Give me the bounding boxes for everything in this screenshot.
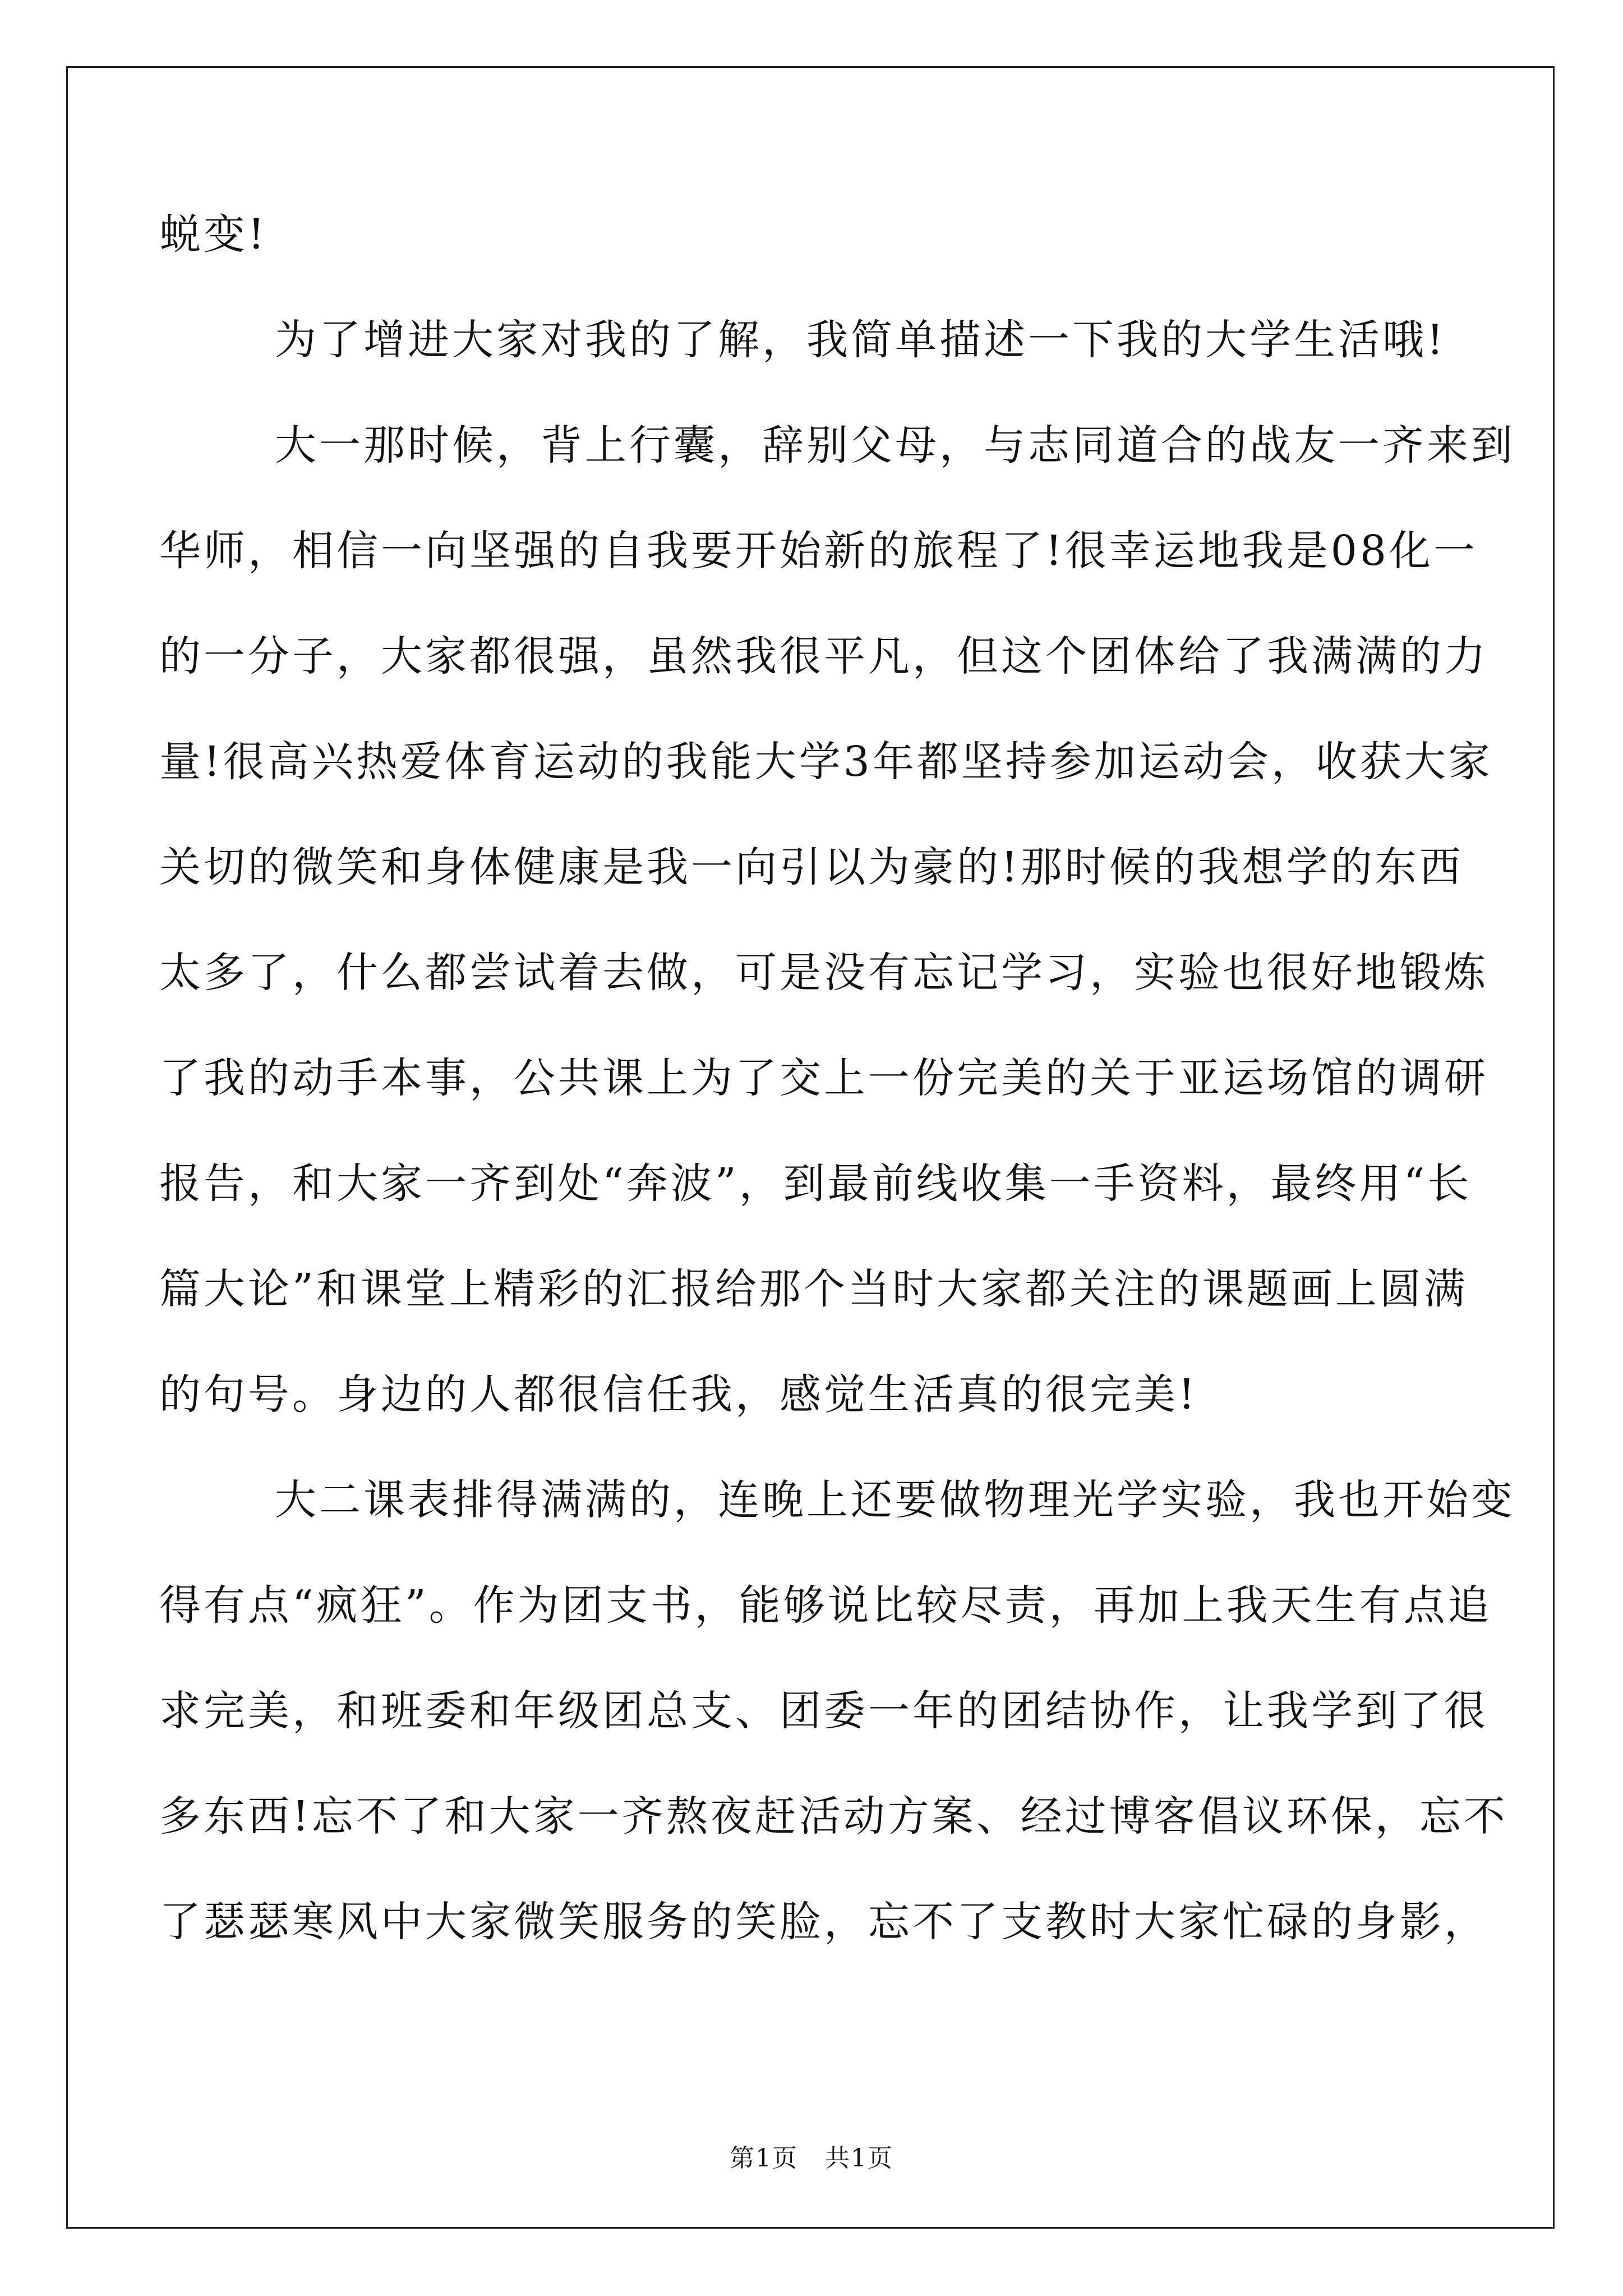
text-line: 太多了，什么都尝试着去做，可是没有忘记学习，实验也很好地锻炼 (159, 949, 1488, 997)
text-line: 得有点“疯狂”。作为团支书，能够说比较尽责，再加上我天生有点追 (159, 1581, 1492, 1630)
text-line: 了瑟瑟寒风中大家微笑服务的笑脸，忘不了支教时大家忙碌的身影， (159, 1898, 1488, 1946)
page-footer (0, 2143, 1623, 2174)
text-line: 大一那时候，背上行囊，辞别父母，与志同道合的战友一齐来到 (275, 421, 1515, 470)
text-line: 关切的微笑和身体健康是我一向引以为豪的!那时候的我想学的东西 (159, 843, 1464, 891)
text-line: 蜕变! (159, 210, 268, 259)
document-body (159, 206, 1515, 1999)
text-line: 的一分子，大家都很强，虽然我很平凡，但这个团体给了我满满的力 (159, 632, 1488, 680)
footer-gap (798, 2144, 825, 2173)
text-line: 篇大论”和课堂上精彩的汇报给那个当时大家都关注的课题画上圆满 (159, 1265, 1468, 1313)
page-number: 第1页 (730, 2144, 799, 2173)
text-line: 为了增进大家对我的了解，我简单描述一下我的大学生活哦! (275, 316, 1446, 364)
page-total: 共1页 (824, 2144, 893, 2173)
text-line: 报告，和大家一齐到处“奔波”，到最前线收集一手资料，最终用“长 (159, 1159, 1472, 1208)
text-line: 的句号。身边的人都很信任我，感觉生活真的很完美! (159, 1370, 1198, 1419)
text-line: 大二课表排得满满的，连晚上还要做物理光学实验，我也开始变 (275, 1476, 1515, 1524)
text-line: 量!很高兴热爱体育运动的我能大学3年都坚持参加运动会，收获大家 (159, 738, 1493, 786)
text-line: 多东西!忘不了和大家一齐熬夜赶活动方案、经过博客倡议环保，忘不 (159, 1792, 1508, 1841)
text-line: 求完美，和班委和年级团总支、团委一年的团结协作，让我学到了很 (159, 1687, 1488, 1735)
text-line: 了我的动手本事，公共课上为了交上一份完美的关于亚运场馆的调研 (159, 1054, 1488, 1102)
text-line: 华师，相信一向坚强的自我要开始新的旅程了!很幸运地我是08化一 (159, 527, 1478, 575)
